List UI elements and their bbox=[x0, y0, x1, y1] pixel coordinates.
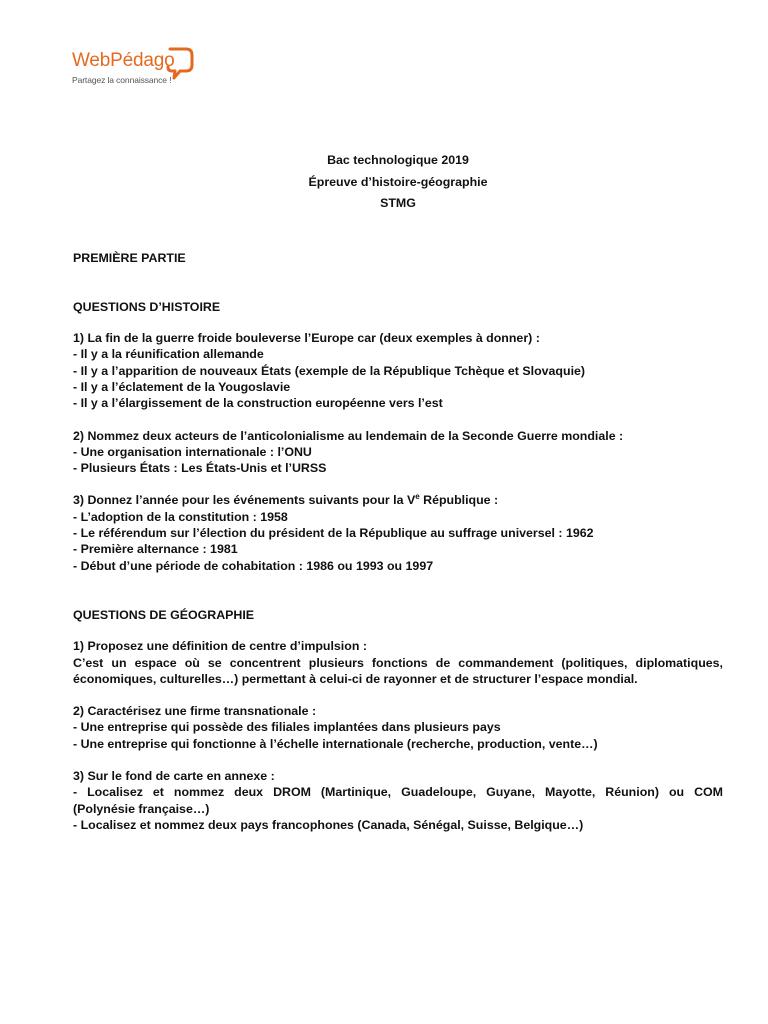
history-heading: QUESTIONS D’HISTOIRE bbox=[73, 299, 221, 314]
list-item: - Première alternance : 1981 bbox=[73, 542, 238, 557]
list-item: - Il y a la réunification allemande bbox=[73, 347, 264, 362]
list-item: - Plusieurs États : Les États-Unis et l’URSS bbox=[73, 461, 327, 476]
webpedago-logo[interactable] bbox=[72, 46, 202, 96]
geography-heading: QUESTIONS DE GÉOGRAPHIE bbox=[73, 607, 255, 622]
superscript-e: e bbox=[415, 492, 420, 502]
list-item: - Une entreprise qui possède des filiales implantées dans plusieurs pays bbox=[73, 720, 501, 735]
geography-question-3: 3) Sur le fond de carte en annexe : bbox=[73, 769, 275, 784]
geography-question-2: 2) Caractérisez une firme transnationale : bbox=[73, 704, 317, 719]
question-3-text-end: République : bbox=[419, 493, 499, 508]
paragraph-line: économiques, culturelles…) permettant à celui-ci de rayonner et de structurer l’espace mondial. bbox=[73, 671, 638, 686]
title-line-2: Épreuve d’histoire-géographie bbox=[308, 174, 488, 189]
list-item: - Il y a l’apparition de nouveaux États (exemple de la République Tchèque et Slovaquie) bbox=[73, 363, 586, 378]
list-item: - Il y a l’élargissement de la construction européenne vers l’est bbox=[73, 396, 443, 411]
title-line-1: Bac technologique 2019 bbox=[327, 153, 469, 167]
title-line-3: STMG bbox=[380, 196, 416, 210]
list-item: - Le référendum sur l’élection du président de la République au suffrage universel : 1962 bbox=[73, 526, 594, 541]
list-item: - Une organisation internationale : l’ONU bbox=[73, 444, 312, 459]
document-body bbox=[73, 150, 723, 833]
list-item: - L’adoption de la constitution : 1958 bbox=[73, 509, 288, 524]
list-item: - Une entreprise qui fonctionne à l’échelle internationale (recherche, production, vente…) bbox=[73, 736, 598, 751]
list-item: - Localisez et nommez deux DROM (Martinique, Guadeloupe, Guyane, Mayotte, Réunion) ou COM bbox=[73, 785, 723, 800]
history-question-1: 1) La fin de la guerre froide bouleverse l’Europe car (deux exemples à donner) : bbox=[73, 331, 540, 346]
logo-tagline: Partagez la connaissance ! bbox=[72, 75, 172, 85]
history-question-3 bbox=[73, 492, 723, 508]
list-item: - Il y a l’éclatement de la Yougoslavie bbox=[73, 379, 291, 394]
paragraph-line: C’est un espace où se concentrent plusieurs fonctions de commandement (politiques, diplomatiques, bbox=[73, 655, 723, 670]
list-item: - Début d’une période de cohabitation : 1986 ou 1993 ou 1997 bbox=[73, 558, 434, 573]
list-item-continuation: (Polynésie française…) bbox=[73, 801, 210, 816]
geography-question-1: 1) Proposez une définition de centre d’impulsion : bbox=[73, 639, 367, 654]
list-item: - Localisez et nommez deux pays francophones (Canada, Sénégal, Suisse, Belgique…) bbox=[73, 817, 584, 832]
logo-wordmark: WebPédago bbox=[72, 50, 175, 71]
question-3-text: 3) Donnez l’année pour les événements suivants pour la V bbox=[73, 493, 416, 508]
history-question-2: 2) Nommez deux acteurs de l’anticolonialisme au lendemain de la Seconde Guerre mondiale : bbox=[73, 428, 624, 443]
part-heading: PREMIÈRE PARTIE bbox=[73, 250, 186, 265]
document-title bbox=[73, 150, 723, 215]
